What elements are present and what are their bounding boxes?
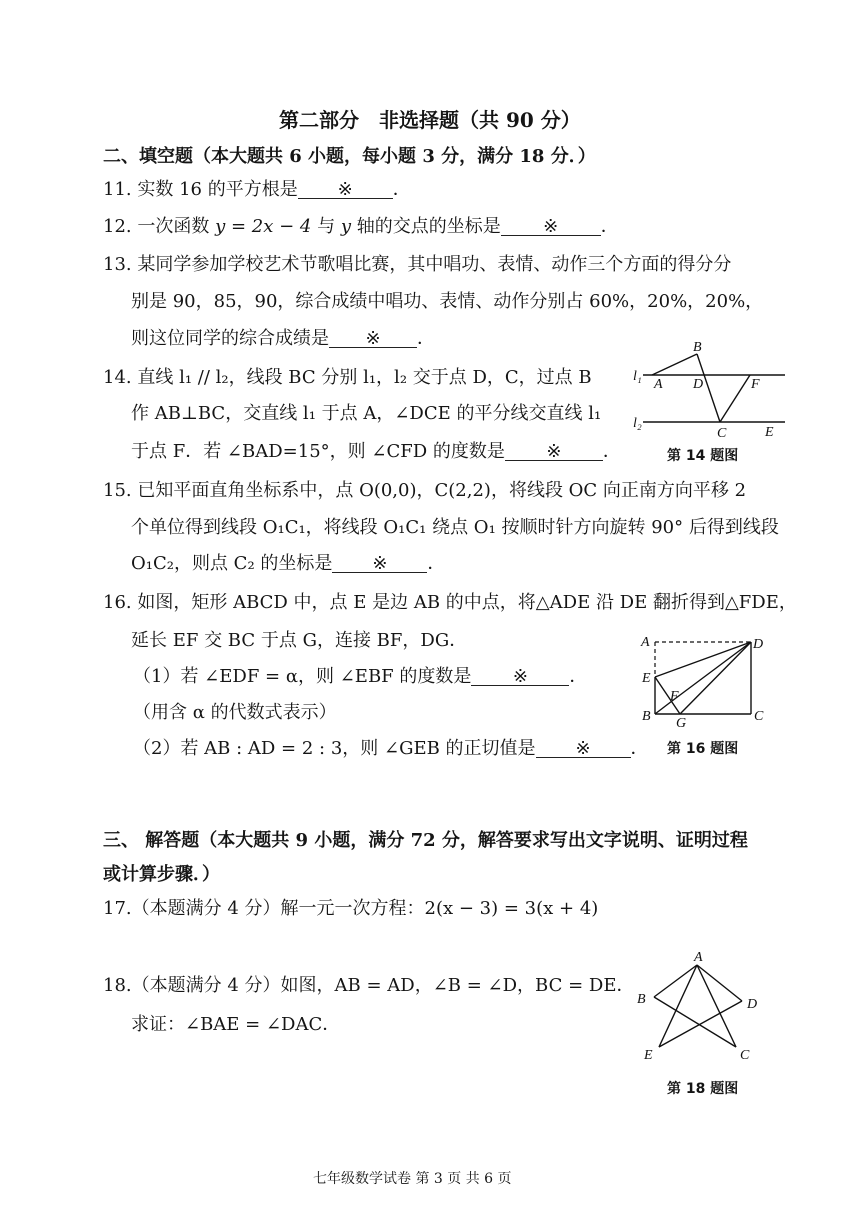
question-16-line-1: 16. 如图，矩形 ABCD 中，点 E 是边 AB 的中点，将△ADE 沿 DE 翻折得到△FDE， [103, 592, 797, 613]
question-12-text-b: 与 [311, 216, 341, 237]
question-14-text: 于点 F．若 ∠BAD=15°，则 ∠CFD 的度数是 [131, 441, 505, 462]
question-12 [103, 216, 619, 238]
question-13-line-2: 别是 90，85，90，综合成绩中唱功、表情、动作分别占 60%，20%，20%， [131, 291, 764, 312]
segment-ad [697, 965, 742, 1001]
label-b: B [637, 992, 646, 1007]
figure-16-caption: 第 16 题图 [667, 741, 739, 757]
question-16-sub-1-note: （用含 α 的代数式表示） [133, 702, 337, 723]
figure-14 [625, 336, 795, 446]
question-11 [103, 179, 411, 201]
answer-blank-13: ※ [329, 328, 417, 348]
question-17: 17.（本题满分 4 分）解一元一次方程：2(x − 3) = 3(x + 4) [103, 898, 599, 919]
question-16-sub-1 [133, 666, 587, 688]
label-d: D [753, 637, 764, 652]
segment-ab [654, 965, 697, 997]
label-e: E [642, 671, 651, 686]
answer-blank-15: ※ [332, 553, 427, 573]
question-12-text: 12. 一次函数 [103, 216, 216, 237]
page-footer: 七年级数学试卷 第 3 页 共 6 页 [313, 1171, 512, 1187]
figure-14-caption: 第 14 题图 [667, 448, 739, 464]
figure-18-caption: 第 18 题图 [667, 1081, 739, 1097]
axis-variable: y [340, 216, 351, 237]
label-l1: l₁ [633, 369, 642, 384]
question-15-text: O₁C₂，则点 C₂ 的坐标是 [131, 553, 333, 574]
question-13-text: 则这位同学的综合成绩是 [131, 328, 329, 349]
punctuation: ． [417, 328, 435, 349]
figure-18 [632, 945, 762, 1065]
question-15-line-3 [131, 553, 445, 575]
question-14-line-3 [131, 441, 621, 463]
question-13-line-1: 13. 某同学参加学校艺术节歌唱比赛，其中唱功、表情、动作三个方面的得分分 [103, 254, 732, 275]
punctuation: ． [630, 738, 649, 759]
question-16-sub-2 [133, 738, 649, 760]
question-13-line-3 [131, 328, 435, 350]
answer-blank-12: ※ [501, 216, 601, 236]
figure-16 [636, 630, 776, 730]
answer-blank-16-1: ※ [471, 666, 569, 686]
question-16-sub-1-text: （1）若 ∠EDF = α，则 ∠EBF 的度数是 [133, 666, 472, 687]
question-12-text-c: 轴的交点的坐标是 [350, 216, 501, 237]
punctuation: ． [602, 441, 621, 462]
question-15-line-1: 15. 已知平面直角坐标系中，点 O(0,0)，C(2,2)，将线段 OC 向正南方向平移 2 [103, 480, 747, 501]
punctuation: ． [600, 216, 619, 237]
question-16-sub-2-text: （2）若 AB : AD = 2 : 3，则 ∠GEB 的正切值是 [133, 738, 536, 759]
label-d: D [693, 377, 704, 392]
question-18-line-2: 求证：∠BAE = ∠DAC． [131, 1014, 341, 1035]
section-3-heading-line-2: 或计算步骤．） [103, 864, 220, 885]
punctuation: ． [427, 553, 446, 574]
question-14-line-2: 作 AB⊥BC，交直线 l₁ 于点 A，∠DCE 的平分线交直线 l₁ [131, 403, 602, 424]
label-d: D [747, 997, 758, 1012]
segment-fd [672, 642, 751, 701]
label-a: A [654, 377, 663, 392]
section-2-heading: 二、填空题（本大题共 6 小题，每小题 3 分，满分 18 分．） [103, 146, 596, 167]
label-c: C [740, 1048, 750, 1063]
section-3-heading-line-1: 三、 解答题（本大题共 9 小题，满分 72 分，解答要求写出文字说明、证明过程 [103, 830, 748, 851]
label-b: B [642, 709, 651, 724]
part-title: 第二部分 非选择题（共 90 分） [279, 108, 581, 132]
label-l2: l₂ [633, 416, 642, 431]
segment-cf [720, 375, 750, 422]
segment-ed [655, 642, 751, 677]
question-18-line-1: 18.（本题满分 4 分）如图，AB = AD，∠B = ∠D，BC = DE． [103, 975, 635, 996]
label-g: G [676, 716, 687, 730]
label-e: E [765, 425, 774, 440]
punctuation: ． [569, 666, 588, 687]
label-b: B [693, 340, 702, 355]
punctuation: ． [392, 179, 411, 200]
label-f: F [670, 689, 679, 704]
label-f: F [751, 377, 760, 392]
answer-blank-16-2: ※ [536, 738, 631, 758]
label-a: A [694, 950, 703, 965]
label-c: C [717, 426, 727, 441]
question-11-text: 11. 实数 16 的平方根是 [103, 179, 298, 200]
answer-blank-14: ※ [505, 441, 603, 461]
label-c: C [754, 709, 764, 724]
answer-blank-11: ※ [298, 179, 393, 199]
segment-ab [652, 354, 697, 375]
linear-function: y = 2x − 4 [215, 216, 312, 237]
label-e: E [644, 1048, 653, 1063]
question-16-line-2: 延长 EF 交 BC 于点 G，连接 BF，DG． [131, 630, 468, 651]
question-14-line-1: 14. 直线 l₁ // l₂，线段 BC 分别 l₁，l₂ 交于点 D，C，过点 B [103, 367, 592, 388]
segment-ae [659, 965, 697, 1047]
segment-dg [680, 642, 751, 714]
label-a: A [641, 635, 650, 650]
question-15-line-2: 个单位得到线段 O₁C₁，将线段 O₁C₁ 绕点 O₁ 按顺时针方向旋转 90° 后得到线段 [131, 517, 779, 538]
